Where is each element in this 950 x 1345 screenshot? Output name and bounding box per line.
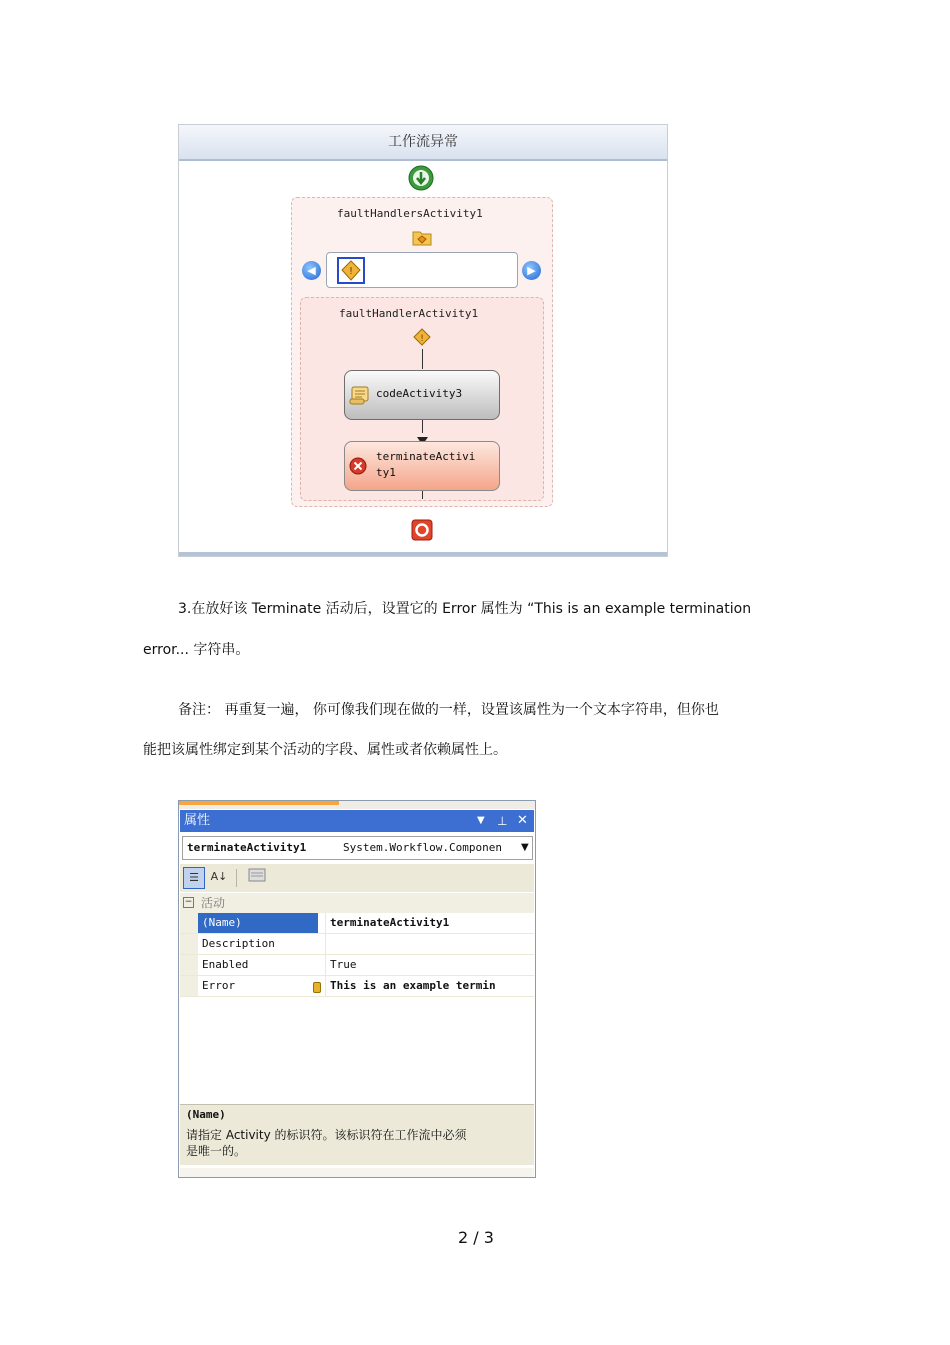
designer-bottom-border: [179, 552, 667, 556]
property-value[interactable]: [325, 934, 535, 954]
property-name: Error: [202, 979, 236, 992]
properties-window-figure: [178, 800, 536, 1178]
object-selector[interactable]: [182, 836, 533, 860]
workflow-end-icon: [411, 519, 433, 541]
window-bottom-strip: [180, 1168, 534, 1178]
fault-handler-tab[interactable]: [337, 257, 365, 284]
pin-icon[interactable]: ⊥: [497, 814, 508, 828]
connector-line: [422, 491, 423, 499]
property-row[interactable]: [180, 955, 534, 976]
connector-line: [422, 349, 423, 369]
properties-title-bar: [180, 810, 534, 832]
terminate-activity[interactable]: [344, 441, 500, 491]
property-row[interactable]: [180, 913, 534, 934]
svg-text:!: !: [420, 334, 424, 344]
property-value[interactable]: terminateActivity1: [325, 913, 535, 933]
fault-handlers-folder-icon: [412, 228, 432, 246]
categorized-icon[interactable]: ☰: [183, 867, 205, 889]
properties-title: 属性: [184, 813, 211, 828]
note-paragraph-line2: 能把该属性绑定到某个活动的字段、属性或者依赖属性上。: [143, 742, 507, 758]
scroll-left-button[interactable]: ◀: [302, 261, 321, 280]
collapse-icon[interactable]: −: [184, 897, 193, 907]
description-panel: [180, 1104, 534, 1165]
property-name: Enabled: [202, 958, 249, 971]
bind-icon[interactable]: [313, 982, 321, 993]
workflow-designer-figure: [178, 124, 668, 557]
property-name: Description: [202, 937, 275, 950]
scroll-right-button[interactable]: ▶: [522, 261, 541, 280]
step3-paragraph-line2: error... 字符串。: [143, 642, 250, 658]
terminate-activity-label: terminateActivi ty1: [376, 450, 476, 479]
property-value[interactable]: True: [325, 955, 535, 975]
workflow-start-icon: [408, 165, 434, 191]
fault-handler-label: faultHandlerActivity1: [339, 307, 479, 320]
description-title: (Name): [186, 1108, 226, 1121]
window-top-tab: [179, 801, 339, 805]
property-name: (Name): [198, 913, 318, 933]
property-row[interactable]: [180, 934, 534, 955]
page-number: 2 / 3: [458, 1228, 494, 1247]
fault-handlers-label: faultHandlersActivity1: [337, 207, 483, 220]
property-value[interactable]: This is an example termin: [325, 976, 535, 996]
description-text-line1: 请指定 Activity 的标识符。该标识符在工作流中必须: [186, 1128, 467, 1142]
code-activity-label: codeActivity3: [376, 387, 463, 400]
terminate-icon: [349, 457, 367, 475]
object-type: System.Workflow.Componen: [343, 841, 502, 854]
connector-arrow-icon: [417, 430, 428, 438]
category-row[interactable]: [180, 893, 534, 913]
property-row[interactable]: [180, 976, 534, 997]
svg-text:!: !: [348, 266, 354, 277]
category-label: 活动: [201, 896, 226, 910]
step3-paragraph-line1: 3.在放好该 Terminate 活动后，设置它的 Error 属性为 “This is an example termination: [178, 601, 752, 617]
property-pages-icon[interactable]: [246, 867, 268, 889]
dropdown-icon[interactable]: ▼: [477, 815, 485, 826]
scroll-icon: [349, 384, 371, 406]
workflow-title: 工作流异常: [179, 125, 667, 161]
close-icon[interactable]: ✕: [517, 813, 528, 828]
property-grid: [180, 893, 534, 1093]
toolbar-divider: [236, 869, 237, 887]
code-activity[interactable]: [344, 370, 500, 420]
object-name: terminateActivity1: [187, 841, 307, 854]
properties-toolbar: [180, 864, 534, 892]
chevron-down-icon[interactable]: ▼: [521, 842, 529, 853]
note-paragraph-line1: 备注： 再重复一遍， 你可像我们现在做的一样，设置该属性为一个文本字符串，但你也: [178, 702, 719, 718]
alphabetical-sort-icon[interactable]: A↓: [210, 870, 228, 883]
description-text-line2: 是唯一的。: [186, 1144, 247, 1158]
fault-handler-icon: [413, 328, 431, 346]
